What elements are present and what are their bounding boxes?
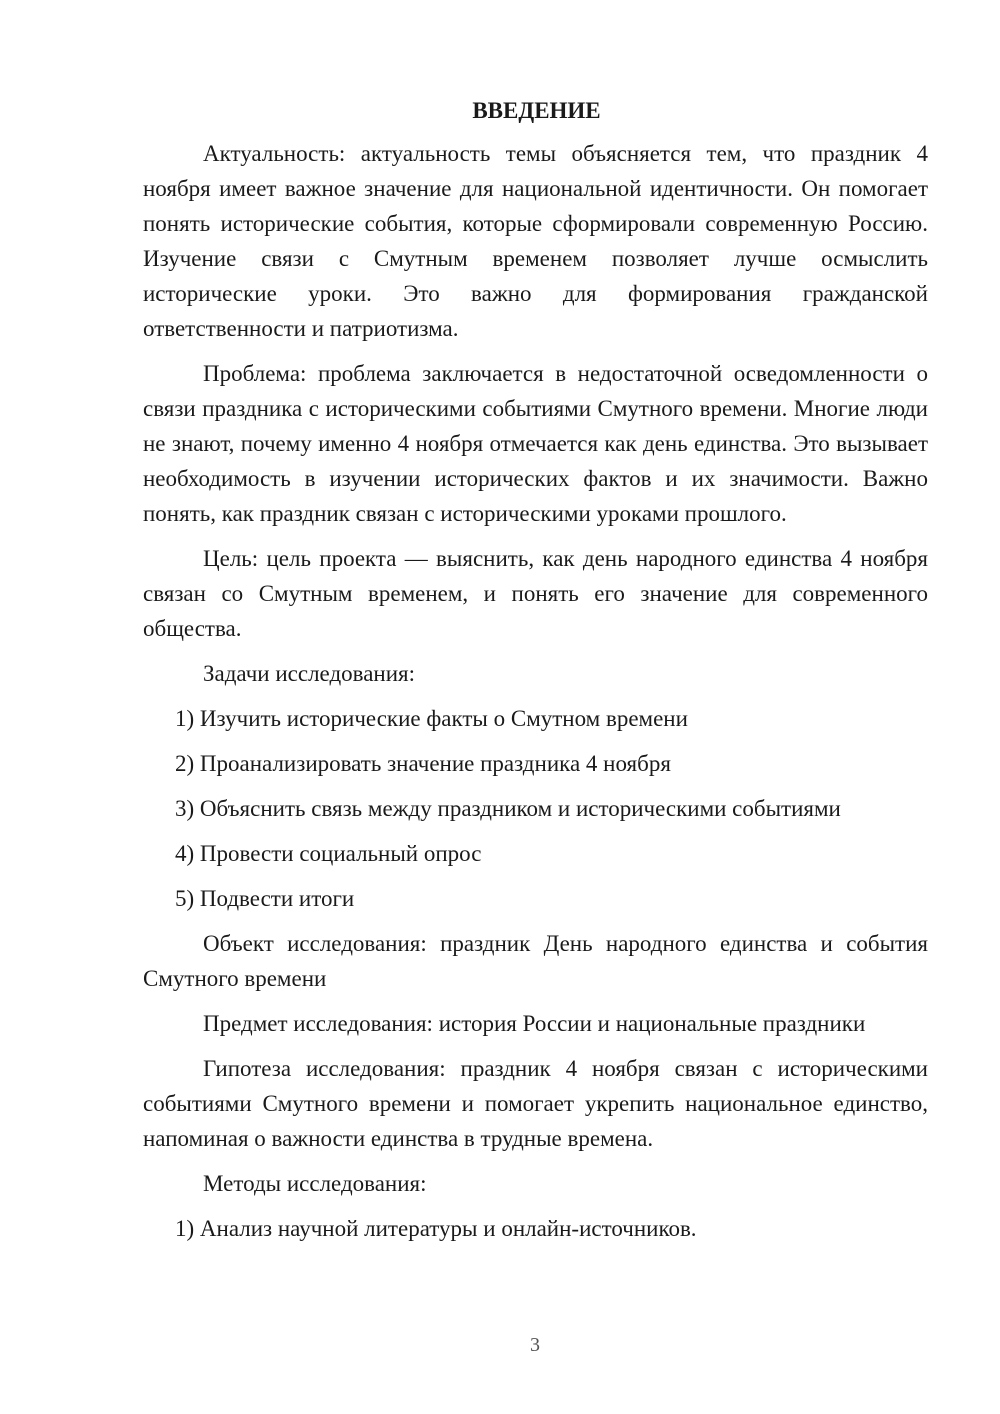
task-item-3: 3) Объяснить связь между праздником и историческими событиями — [175, 796, 841, 821]
task-item-5: 5) Подвести итоги — [175, 886, 355, 911]
tasks-heading: Задачи исследования: — [203, 661, 416, 686]
problem-paragraph: Проблема: проблема заключается в недостаточной осведомленности о связи праздника с историческими событиями Смутного времени. Многие люди не знают, почему именно 4 ноября отмечается как день единства. Это вызывает необходимость в изучении исторических фактов и их значимости. Важно понять, как праздник связан с историческими уроками прошлого. — [143, 361, 928, 526]
goal-paragraph: Цель: цель проекта — выяснить, как день народного единства 4 ноября связан со Смутным временем, и понять его значение для современного общества. — [143, 546, 928, 641]
hypothesis-paragraph: Гипотеза исследования: праздник 4 ноября связан с историческими событиями Смутного времени и помогает укрепить национальное единство, напоминая о важности единства в трудные времена. — [143, 1056, 928, 1151]
task-item-2: 2) Проанализировать значение праздника 4 ноября — [175, 751, 671, 776]
methods-heading: Методы исследования: — [203, 1171, 427, 1196]
method-item-1: 1) Анализ научной литературы и онлайн-источников. — [175, 1216, 697, 1241]
task-item-1: 1) Изучить исторические факты о Смутном времени — [175, 706, 688, 731]
page-number: 3 — [530, 1334, 540, 1356]
task-item-4: 4) Провести социальный опрос — [175, 841, 482, 866]
subject-paragraph: Предмет исследования: история России и национальные праздники — [203, 1011, 866, 1036]
relevance-paragraph: Актуальность: актуальность темы объясняется тем, что праздник 4 ноября имеет важное значение для национальной идентичности. Он помогает понять исторические события, которые сформировали современную Россию. Изучение связи с Смутным временем позволяет лучше осмыслить исторические уроки. Это важно для формирования гражданской ответственности и патриотизма. — [143, 141, 928, 341]
object-paragraph: Объект исследования: праздник День народного единства и события Смутного времени — [143, 931, 928, 991]
document-page — [143, 96, 928, 1256]
page-title: ВВЕДЕНИЕ — [472, 98, 601, 123]
